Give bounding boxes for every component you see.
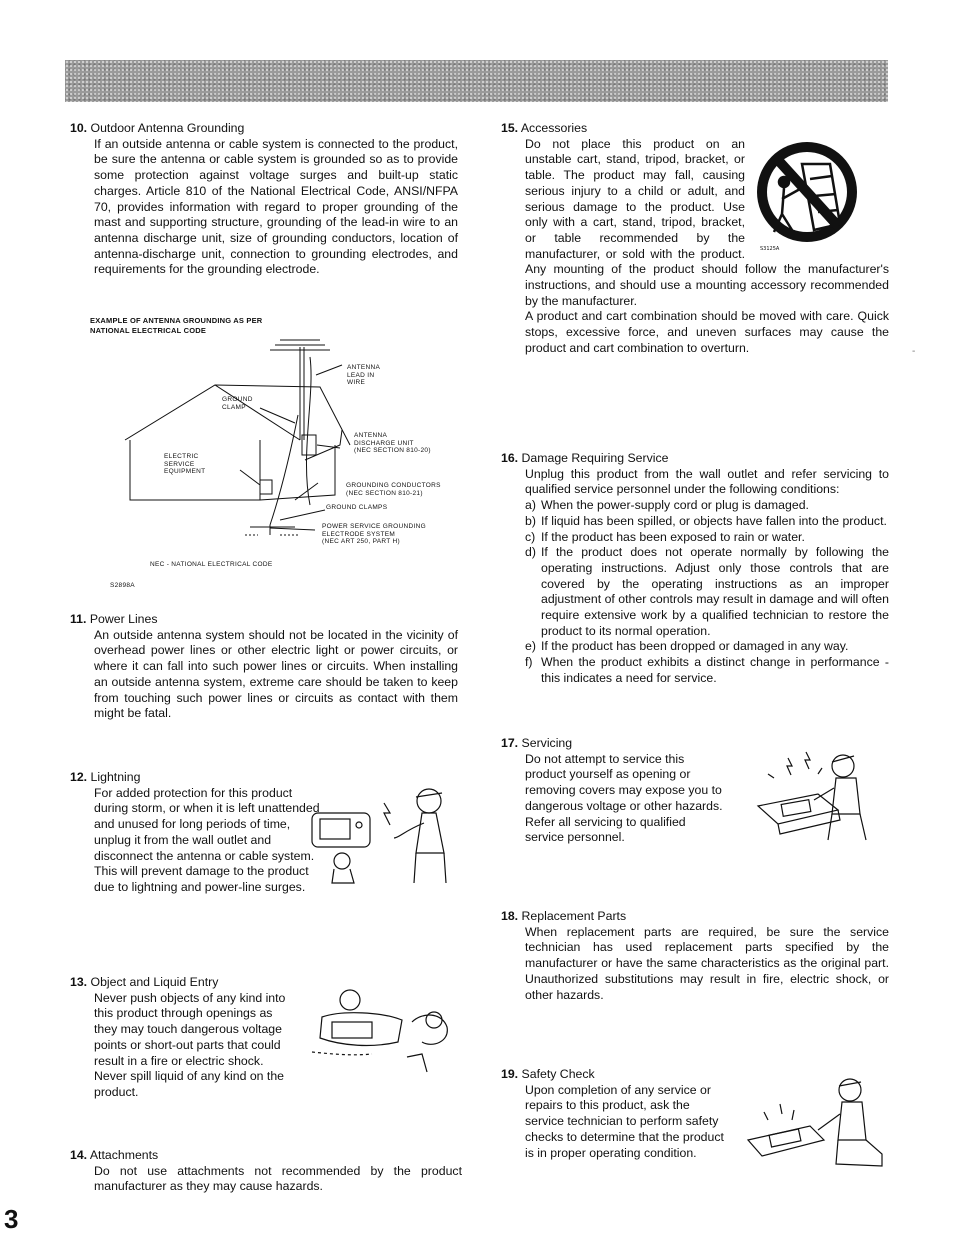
- section-intro: Unplug this product from the wall outlet and refer servicing to qualified service personnel under the following conditions:: [525, 466, 889, 497]
- section-body: Upon completion of any service or repairs to this product, ask the service technician to perform safety checks to determine that the product is in proper operating condition.: [525, 1082, 724, 1160]
- label-ground-clamps: GROUND CLAMPS: [326, 504, 388, 511]
- section-12: 12. Lightning For added protection for this product during storm, or when it is left unattended and unused for long periods of time, unplug it from the wall outlet and disconnect the antenna or cable system. This will prevent damage to the product due to lightning and power-line surges.: [70, 770, 320, 894]
- section-title: Servicing: [521, 736, 573, 750]
- section-title: Damage Requiring Service: [521, 451, 669, 465]
- section-14: 14. Attachments Do not use attachments not recommended by the product manufacturer as they may cause hazards.: [70, 1148, 462, 1194]
- figure-caption: EXAMPLE OF ANTENNA GROUNDING AS PER NATIONAL ELECTRICAL CODE: [90, 316, 263, 335]
- header-banner: [65, 60, 888, 102]
- section-title: Power Lines: [89, 612, 158, 626]
- section-title: Attachments: [89, 1148, 159, 1162]
- section-body: Do not attempt to service this product yourself as opening or removing covers may expose you to dangerous voltage or other hazards. Refer all servicing to qualified service personnel.: [525, 751, 723, 845]
- section-body: An outside antenna system should not be located in the vicinity of overhead power lines or other electric light or power circuits, or where it can fall into such power lines or circuits. When installing an outside antenna system, extreme care should be taken to keep from touching such power lines or circuits as contact with them might be fatal.: [94, 627, 458, 721]
- list-item: d) If the product does not operate normally by following the operating instructions. Adjust only those controls that are covered by the operating instructions as an improper adjustment of other controls may result in damage and will often require extensive work by a qualified technician to restore the product to its normal operation.: [525, 545, 889, 638]
- section-10: [70, 121, 458, 278]
- list-item: a) When the power-supply cord or plug is damaged.: [525, 498, 809, 513]
- condition-list: [525, 498, 889, 686]
- safety-check-illustration-icon: [742, 1074, 890, 1174]
- section-16: 16. Damage Requiring Service Unplug this product from the wall outlet and refer servicing to qualified service personnel under the following conditions: a) When the power-supply cord or plug is damaged. b) If liquid has been spilled, or objects have fallen into the product. c) If the product has been exposed to rain or water. d) If the product does not operate normally by following the operating instructions. Adjust only those controls that are covered by the operating instructions as an improper adjustment of other controls may result in damage and will often require extensive work by a qualified technician to restore the product to its normal operation. e) If the product has been dropped or damaged in any way. f) When the product exhibits a distinct change in performance - this indicates a need for service.: [501, 451, 889, 685]
- section-body: Do not use attachments not recommended by the product manufacturer as they may cause hazards.: [94, 1163, 462, 1194]
- section-body: When replacement parts are required, be sure the service technician has used replacement parts specified by the manufacturer or have the same characteristics as the original part. Unauthorized substitutions may result in fire, electric shock, or other hazards.: [525, 924, 889, 1002]
- section-17: 17. Servicing Do not attempt to service this product yourself as opening or removing covers may expose you to dangerous voltage or other hazards. Refer all servicing to qualified service personnel.: [501, 736, 889, 846]
- page-number: 3: [4, 1204, 19, 1234]
- section-body: If an outside antenna or cable system is connected to the product, be sure the antenna or cable system is grounded so as to provide some protection against voltage surges and built-up static charges. Article 810 of the National Electrical Code, ANSI/NFPA 70, provides information with regard to proper grounding of the mast and supporting structure, grounding of the lead-in wire to an antenna discharge unit, size of grounding conductors, location of antenna-discharge unit, connection to grounding electrodes, and requirements for the grounding electrode.: [94, 136, 458, 277]
- section-body-2: A product and cart combination should be moved with care. Quick stops, excessive force, and uneven surfaces may cause the product and cart combination to overturn.: [525, 309, 889, 355]
- label-ground-clamp: GROUND CLAMP: [222, 396, 253, 411]
- section-18: 18. Replacement Parts When replacement parts are required, be sure the service technician has used replacement parts specified by the manufacturer or have the same characteristics as the original part. Unauthorized substitutions may result in fire, electric shock, or other hazards.: [501, 909, 889, 1002]
- label-antenna-discharge: ANTENNA DISCHARGE UNIT (NEC SECTION 810-20): [354, 432, 431, 454]
- section-body: Never push objects of any kind into this product through openings as they may touch dangerous voltage points or short-out parts that could result in a fire or electric shock. Never spill liquid of any kind on the product.: [94, 990, 286, 1099]
- section-body: Do not place this product on an unstable cart, stand, tripod, bracket, or table. The product may fall, causing serious injury to a child or adult, and serious damage to the product. Use only with a cart, stand, tripod, bracket, or table recommended by the manufacturer, or sold with the product. Any mounting of the product should follow the manufacturer's instructions, and should use a mounting accessory recommended by the manufacturer.: [525, 136, 889, 308]
- section-number: 10.: [70, 121, 88, 135]
- servicing-shock-illustration-icon: [748, 744, 883, 844]
- label-electric-service: ELECTRIC SERVICE EQUIPMENT: [164, 453, 206, 475]
- svg-text:S3125A: S3125A: [760, 246, 780, 252]
- no-cart-tipover-icon: [752, 134, 862, 254]
- section-title: Accessories: [520, 121, 588, 135]
- list-item: f) When the product exhibits a distinct change in performance - this indicates a need for service.: [525, 655, 889, 685]
- section-13: 13. Object and Liquid Entry Never push objects of any kind into this product through openings as they may touch dangerous voltage points or short-out parts that could result in a fire or electric shock. Never spill liquid of any kind on the product.: [70, 975, 460, 1101]
- margin-mark: -: [912, 346, 916, 357]
- section-title: Replacement Parts: [521, 909, 627, 923]
- list-item: c) If the product has been exposed to rain or water.: [525, 529, 805, 544]
- label-fig-code: S2898A: [110, 582, 135, 589]
- list-item: e) If the product has been dropped or damaged in any way.: [525, 639, 849, 654]
- section-15: 15. Accessories Do not place this product on an unstable cart, stand, tripod, bracket, or table. The product may fall, causing serious injury to a child or adult, and serious damage to the product. Use only with a cart, stand, tripod, bracket, or table recommended by the manufacturer, or sold with the product. Any mounting of the product should follow the manufacturer's instructions, and should use a mounting accessory recommended by the manufacturer. A product and cart combination should be moved with care. Quick stops, excessive force, and uneven surfaces may cause the product and cart combination to overturn.: [501, 121, 889, 355]
- label-antenna-lead: ANTENNA LEAD IN WIRE: [347, 364, 381, 386]
- label-power-service: POWER SERVICE GROUNDING ELECTRODE SYSTEM (NEC ART 250, PART H): [322, 523, 426, 545]
- section-body: For added protection for this product during storm, or when it is left unattended and unused for long periods of time, unplug it from the wall outlet and disconnect the antenna or cable system. This will prevent damage to the product due to lightning and power-line surges.: [94, 785, 320, 894]
- section-title: Outdoor Antenna Grounding: [90, 121, 245, 135]
- label-nec-note: NEC - NATIONAL ELECTRICAL CODE: [150, 561, 273, 568]
- section-11: 11. Power Lines An outside antenna system should not be located in the vicinity of overhead power lines or other electric light or power circuits, or where it can fall into such power lines or circuits. When installing an outside antenna system, extreme care should be taken to keep from touching such power lines or circuits as contact with them might be fatal.: [70, 612, 458, 721]
- liquid-entry-illustration-icon: [302, 982, 462, 1082]
- section-title: Lightning: [90, 770, 141, 784]
- label-grounding-conductors: GROUNDING CONDUCTORS (NEC SECTION 810-21): [346, 482, 441, 497]
- section-title: Object and Liquid Entry: [90, 975, 219, 989]
- list-item: b) If liquid has been spilled, or objects have fallen into the product.: [525, 513, 887, 528]
- lightning-unplug-illustration-icon: [304, 783, 454, 888]
- section-title: Safety Check: [521, 1067, 595, 1081]
- section-19: 19. Safety Check Upon completion of any service or repairs to this product, ask the service technician to perform safety checks to determine that the product is in proper operating condition.: [501, 1067, 889, 1161]
